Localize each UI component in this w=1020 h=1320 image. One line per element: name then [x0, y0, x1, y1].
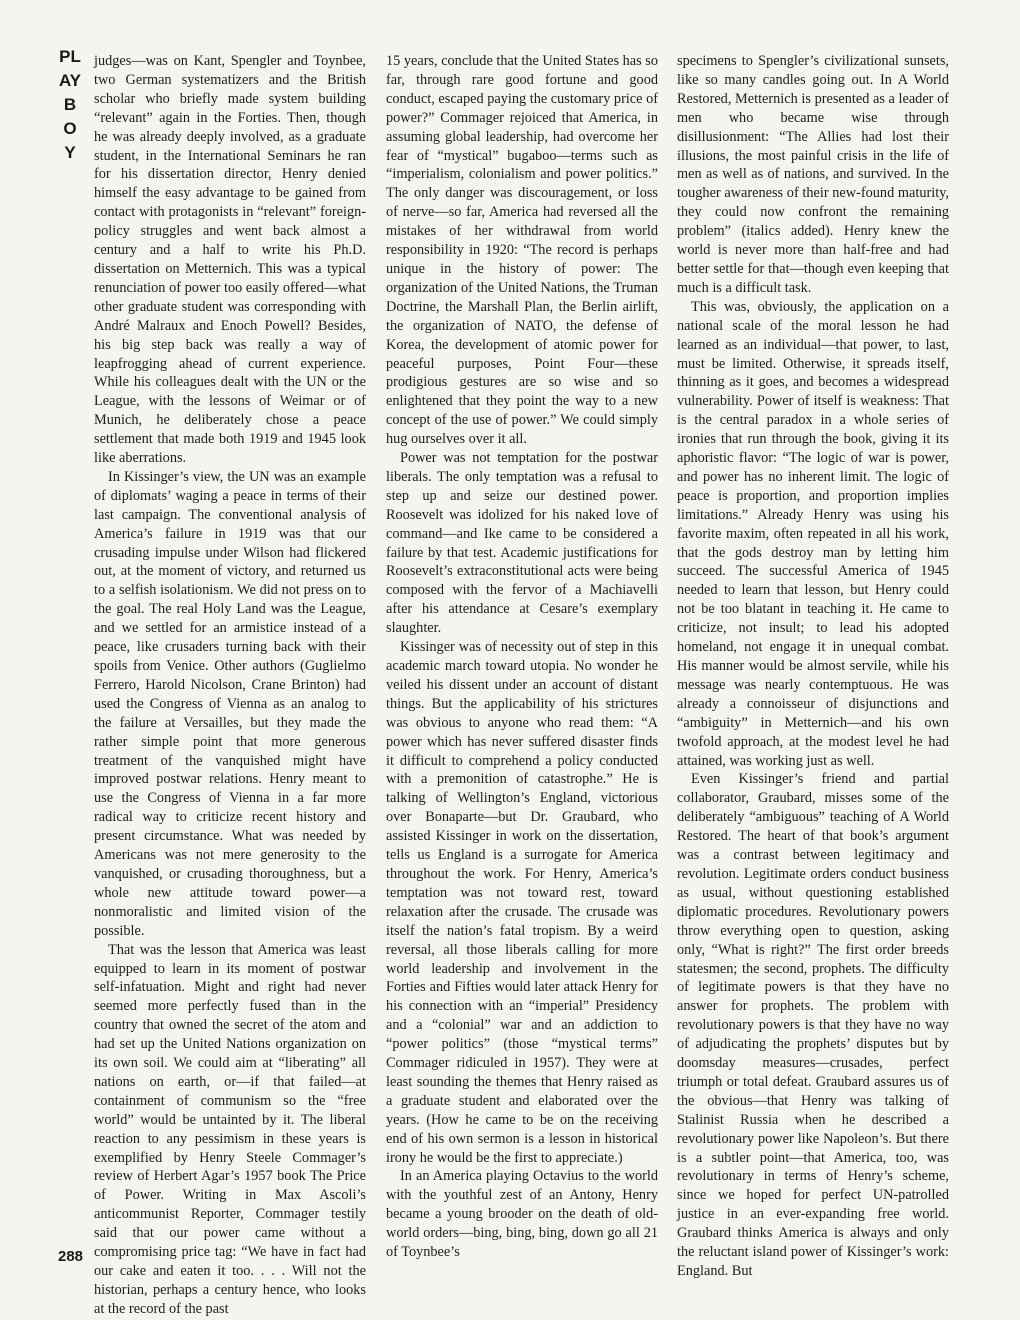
text-column-3: [677, 52, 949, 1281]
paragraph: This was, obviously, the application on a national scale of the moral lesson he had learned as an individual—that power, to last, must be limited. Otherwise, it spreads itself, thinning as it goes, and becomes a widespread vulnerability. Power of itself is weakness: That is the central paradox in a whole series of ironies that run through the book, giving it its aphoristic flavor: “The logic of war is power, and power has no inherent limit. The logic of peace is proportion, and proportion implies limitations.” Already Henry was using his favorite maxim, often repeated in all his work, that the gods destroy man by letting him succeed. The successful America of 1945 needed to learn that lesson, but Henry could not be too blatant in teaching it. He came to criticize, not insult; to lead his adopted homeland, not engage it in unequal combat. His manner would be almost servile, while his message was nearly contemptuous. He was already a connoisseur of disjunctions and “ambiguity” in Metternich—and his own twofold approach, at the modest level he had attained, was working just as well.: [677, 298, 949, 769]
magazine-name: [58, 45, 82, 165]
text-column-1: [94, 52, 366, 1319]
paragraph: In Kissinger’s view, the UN was an example of diplomats’ waging a peace in terms of their last campaign. The conventional analysis of America’s failure in 1919 was that our crusading impulse under Wilson had flickered out, at the moment of victory, and returned us to a selfish isolationism. We did not press on to the goal. The real Holy Land was the League, and we settled for an armistice instead of a peace, like crusaders turning back with their spoils from Venice. Other authors (Guglielmo Ferrero, Harold Nicolson, Crane Brinton) had used the Congress of Vienna as an analog to the failure at Versailles, but they made the rather simple point that more generous treatment of the vanquished might have improved postwar relations. Henry meant to use the Congress of Vienna in a far more radical way to criticize recent history and present circumstance. What was needed by Americans was not mere generosity to the vanquished, or crusading thoroughness, but a whole new attitude toward power—a nonmoralistic and limited vision of the possible.: [94, 468, 366, 939]
page-number: 288: [58, 1248, 84, 1265]
paragraph: 15 years, conclude that the United States has so far, through rare good fortune and good conduct, escaped paying the customary price of power?” Commager rejoiced that America, in assuming global leadership, had overcome her fear of “mystical” bugaboo—terms such as “imperialism, colonialism and power politics.” The only danger was discouragement, or loss of nerve—so far, America had reversed all the mistakes of her withdrawal from world responsibility in 1920: “The record is perhaps unique in the history of power: The organization of the United Nations, the Truman Doctrine, the Marshall Plan, the Berlin airlift, the organization of NATO, the defense of Korea, the development of atomic power for peaceful purposes, Point Four—these prodigious gestures are so wise and so enlightened that they point the way to a new concept of the use of power.” We could simply hug ourselves over it all.: [386, 53, 658, 448]
text-column-2: [386, 52, 658, 1262]
paragraph: In an America playing Octavius to the world with the youthful zest of an Antony, Henry became a young brooder on the death of old-world orders—bing, bing, bing, down go all 21 of Toynbee’s: [386, 1168, 658, 1261]
paragraph: Power was not temptation for the postwar liberals. The only temptation was a refusal to step up and seize our destined power. Roosevelt was idolized for his naked love of command—and Ike came to be considered a failure by that test. Academic justifications for Roosevelt’s extraconstitutional acts were being composed with the fervor of a Machiavelli after his attendance at Cesare’s exemplary slaughter.: [386, 450, 658, 637]
paragraph: specimens to Spengler’s civilizational sunsets, like so many candles going out. In A World Restored, Metternich is presented as a leader of men who became wise through disillusionment: “The Allies had lost their illusions, the most painful crisis in the life of men as well as of nations, and survived. In the tougher awareness of their new-found maturity, they could now confront the remaining problem” (italics added). Henry knew the world is never more than half-free and had better settle for that—though even keeping that much is a difficult task.: [677, 53, 949, 296]
magazine-name-text: PLAYBOY: [58, 47, 82, 162]
paragraph: Kissinger was of necessity out of step in this academic march toward utopia. No wonder he veiled his dissent under an account of distant things. But the applicability of his strictures was obvious to anyone who read them: “A power which has never suffered disaster finds it difficult to comprehend a policy conducted with a premonition of catastrophe.” He is talking of Wellington’s England, victorious over Bonaparte—but Dr. Graubard, who assisted Kissinger in work on the dissertation, tells us England is a surrogate for America throughout the work. For Henry, America’s temptation was not toward rest, toward relaxation after the crusade. The crusade was itself the nation’s fatal tropism. By a weird reversal, all those liberals calling for more world leadership and involvement in the Forties and Fifties would later attack Henry for his connection with an “imperial” Presidency and a “colonial” war and an addiction to “power politics” (those “mystical terms” Commager ridiculed in 1957). They were at least sounding the themes that Henry raised as a graduate student and elaborated over the years. (How he came to be on the receiving end of his own sermon is a lesson in historical irony he would be the first to appreciate.): [386, 639, 658, 1166]
paragraph: judges—was on Kant, Spengler and Toynbee, two German systematizers and the British scholar who briefly made system building “relevant” again in the Forties. Then, though he was already deeply involved, as a graduate student, in the International Seminars he ran for his dissertation director, Henry denied himself the easy advantage to be gained from contact with protagonists in “relevant” foreign-policy struggles and went back almost a century and a half to write his Ph.D. dissertation on Metternich. This was a typical renunciation of power too easily offered—what other graduate student was corresponding with André Malraux and Enoch Powell? Besides, his big step back was really a way of leapfrogging ahead of current experience. While his colleagues dealt with the UN or the League, with the lessons of Weimar or of Munich, he deliberately chose a peace settlement that made both 1919 and 1945 look like aberrations.: [94, 53, 366, 467]
paragraph: That was the lesson that America was least equipped to learn in its moment of postwar self-infatuation. Might and right had never seemed more perfectly fused than in the country that owned the secret of the atom and had set up the United Nations organization on its own soil. We could aim at “liberating” all nations on earth, or—if that failed—at containment of communism so the “free world” would be untainted by it. The liberal reaction to any pessimism in these years is exemplified by Henry Steele Commager’s review of Herbert Agar’s 1957 book The Price of Power. Writing in Max Ascoli’s anticommunist Reporter, Commager testily said that our power came without a compromising price tag: “We have in fact had our cake and eaten it too. . . . Will not the historian, perhaps a century hence, who looks at the record of the past: [94, 941, 366, 1317]
paragraph: Even Kissinger’s friend and partial collaborator, Graubard, misses some of the deliberately “ambiguous” teaching of A World Restored. The heart of that book’s argument was a contrast between legitimacy and revolution. Legitimate orders conduct business as usual, without questioning established diplomatic procedures. Revolutionary powers throw everything open to question, asking only, “What is right?” The first order breeds statesmen; the second, prophets. The difficulty of legitimate powers is that they have no answer for prophets. The problem with revolutionary powers is that they have no way of adjudicating the prophets’ disputes but by doomsday measures—crusades, perfect triumph or total defeat. Graubard assures us of the obvious—that Henry was talking of Stalinist Russia when he described a revolutionary power like Napoleon’s. But there is a subtler point—that America, too, was revolutionary in terms of Henry’s scheme, since we hoped for perfect UN-patrolled justice in an ever-expanding free world. Graubard thinks America is always and only the reluctant island power of Kissinger’s work: England. But: [677, 771, 949, 1279]
